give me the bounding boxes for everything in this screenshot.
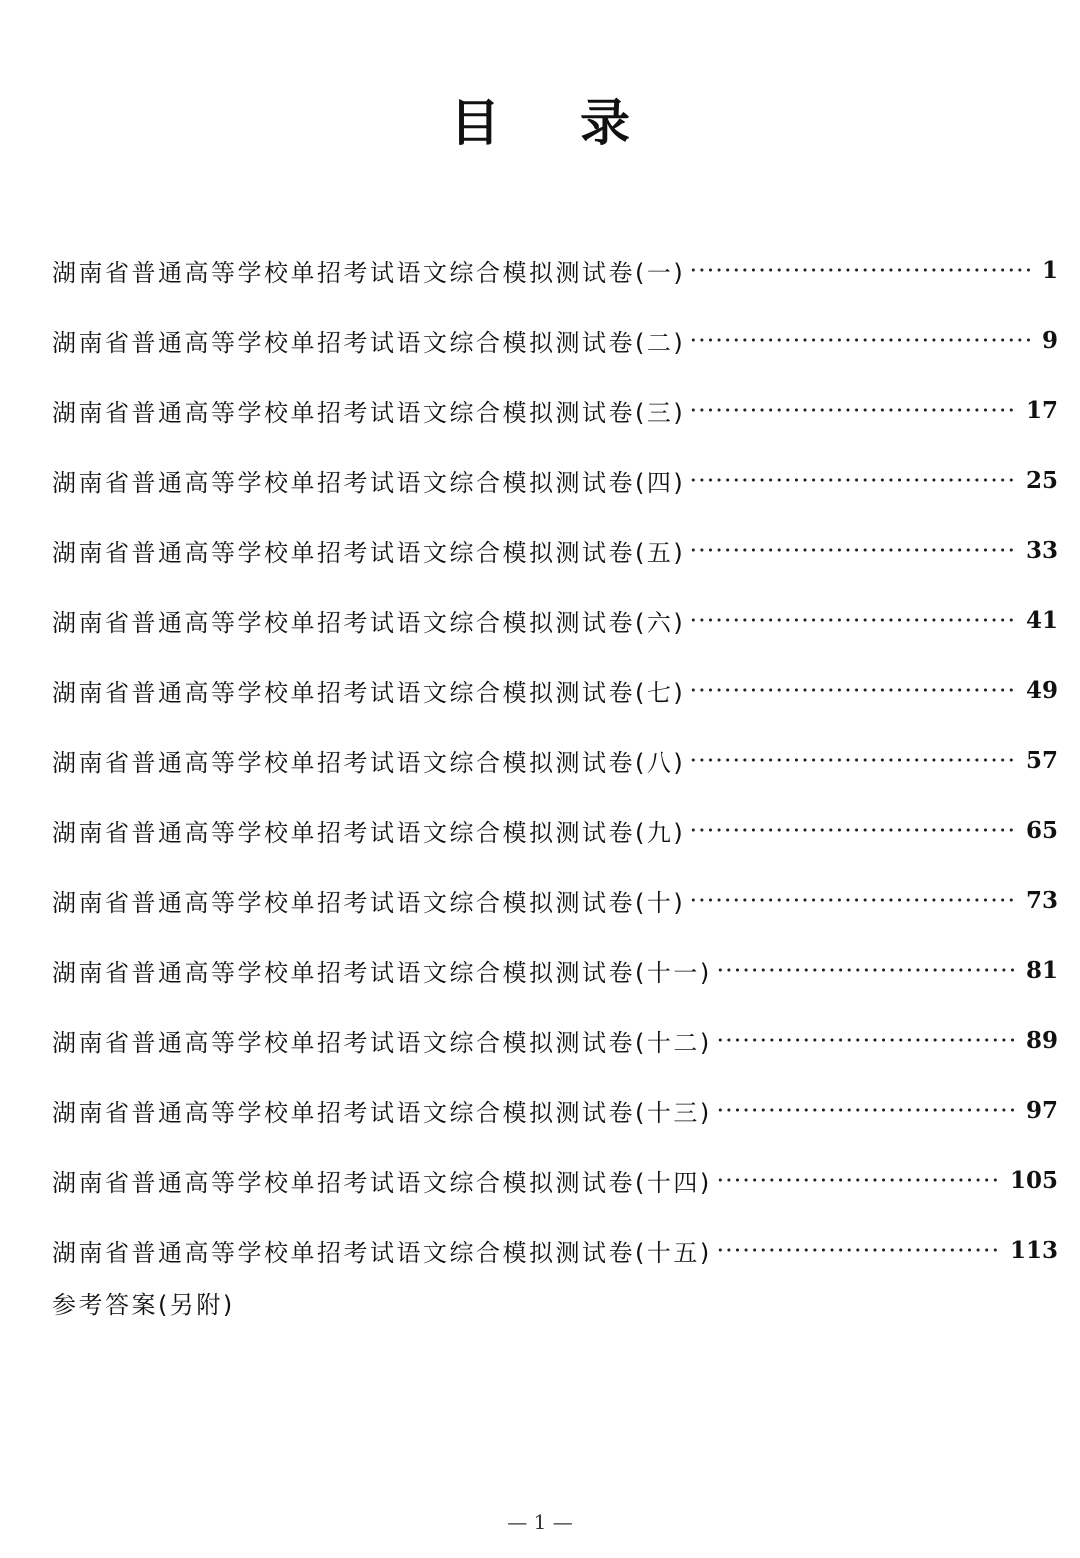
toc-entry-label: 湖南省普通高等学校单招考试语文综合模拟测试卷(七) xyxy=(52,678,686,707)
dot-leader xyxy=(716,968,1018,972)
toc-entry-label: 湖南省普通高等学校单招考试语文综合模拟测试卷(二) xyxy=(52,328,686,357)
dot-leader xyxy=(689,828,1018,832)
toc-entry-page: 9 xyxy=(1041,326,1058,354)
toc-entry[interactable] xyxy=(52,795,1058,865)
toc-entry-page: 113 xyxy=(1009,1236,1058,1264)
dot-leader xyxy=(689,618,1018,622)
toc-entry-label: 湖南省普通高等学校单招考试语文综合模拟测试卷(三) xyxy=(52,398,686,427)
toc-entry-label: 湖南省普通高等学校单招考试语文综合模拟测试卷(五) xyxy=(52,538,686,567)
toc-entry[interactable] xyxy=(52,935,1058,1005)
toc-entry[interactable] xyxy=(52,865,1058,935)
toc-entry-label: 湖南省普通高等学校单招考试语文综合模拟测试卷(九) xyxy=(52,818,686,847)
toc-entry-label: 湖南省普通高等学校单招考试语文综合模拟测试卷(八) xyxy=(52,748,686,777)
toc-entry-page: 57 xyxy=(1025,746,1058,774)
toc-entry-label: 湖南省普通高等学校单招考试语文综合模拟测试卷(十四) xyxy=(52,1168,712,1197)
dot-leader xyxy=(689,338,1034,342)
page-title xyxy=(0,88,1080,158)
toc-entry-page: 65 xyxy=(1025,816,1058,844)
toc-entry[interactable] xyxy=(52,1075,1058,1145)
toc-entry-label: 湖南省普通高等学校单招考试语文综合模拟测试卷(十五) xyxy=(52,1238,712,1267)
dot-leader xyxy=(689,688,1018,692)
toc-entry[interactable] xyxy=(52,1005,1058,1075)
toc-entry[interactable] xyxy=(52,375,1058,445)
toc-entry[interactable] xyxy=(52,1145,1058,1215)
table-of-contents xyxy=(52,235,1058,1285)
toc-entry-label: 湖南省普通高等学校单招考试语文综合模拟测试卷(十) xyxy=(52,888,686,917)
title-char-1: 目 xyxy=(450,93,500,152)
toc-entry-page: 49 xyxy=(1025,676,1058,704)
dot-leader xyxy=(689,898,1018,902)
dot-leader xyxy=(689,758,1018,762)
dot-leader xyxy=(716,1248,1002,1252)
dot-leader xyxy=(689,478,1018,482)
toc-entry-page: 25 xyxy=(1025,466,1058,494)
toc-entry[interactable] xyxy=(52,655,1058,725)
toc-entry-page: 97 xyxy=(1025,1096,1058,1124)
dot-leader xyxy=(689,548,1018,552)
toc-entry-page: 17 xyxy=(1025,396,1058,424)
page-number: — 1 — xyxy=(507,1510,573,1534)
toc-entry[interactable] xyxy=(52,585,1058,655)
dot-leader xyxy=(716,1108,1018,1112)
toc-entry-page: 89 xyxy=(1025,1026,1058,1054)
toc-entry-page: 81 xyxy=(1025,956,1058,984)
title-char-2: 录 xyxy=(580,93,630,152)
toc-entry-label: 湖南省普通高等学校单招考试语文综合模拟测试卷(六) xyxy=(52,608,686,637)
toc-entry-label: 湖南省普通高等学校单招考试语文综合模拟测试卷(四) xyxy=(52,468,686,497)
dot-leader xyxy=(689,268,1034,272)
toc-entry[interactable] xyxy=(52,235,1058,305)
toc-entry-page: 105 xyxy=(1009,1166,1058,1194)
toc-entry-page: 73 xyxy=(1025,886,1058,914)
dot-leader xyxy=(689,408,1018,412)
toc-entry-label: 湖南省普通高等学校单招考试语文综合模拟测试卷(十一) xyxy=(52,958,712,987)
toc-entry-page: 33 xyxy=(1025,536,1058,564)
toc-entry-label: 湖南省普通高等学校单招考试语文综合模拟测试卷(十二) xyxy=(52,1028,712,1057)
toc-entry[interactable] xyxy=(52,515,1058,585)
toc-entry[interactable] xyxy=(52,725,1058,795)
toc-entry-page: 41 xyxy=(1025,606,1058,634)
toc-entry-label: 湖南省普通高等学校单招考试语文综合模拟测试卷(一) xyxy=(52,258,686,287)
toc-entry[interactable] xyxy=(52,445,1058,515)
answers-note: 参考答案(另附) xyxy=(52,1291,235,1319)
dot-leader xyxy=(716,1038,1018,1042)
toc-entry[interactable] xyxy=(52,305,1058,375)
dot-leader xyxy=(716,1178,1002,1182)
toc-entry-page: 1 xyxy=(1041,256,1058,284)
toc-entry-label: 湖南省普通高等学校单招考试语文综合模拟测试卷(十三) xyxy=(52,1098,712,1127)
